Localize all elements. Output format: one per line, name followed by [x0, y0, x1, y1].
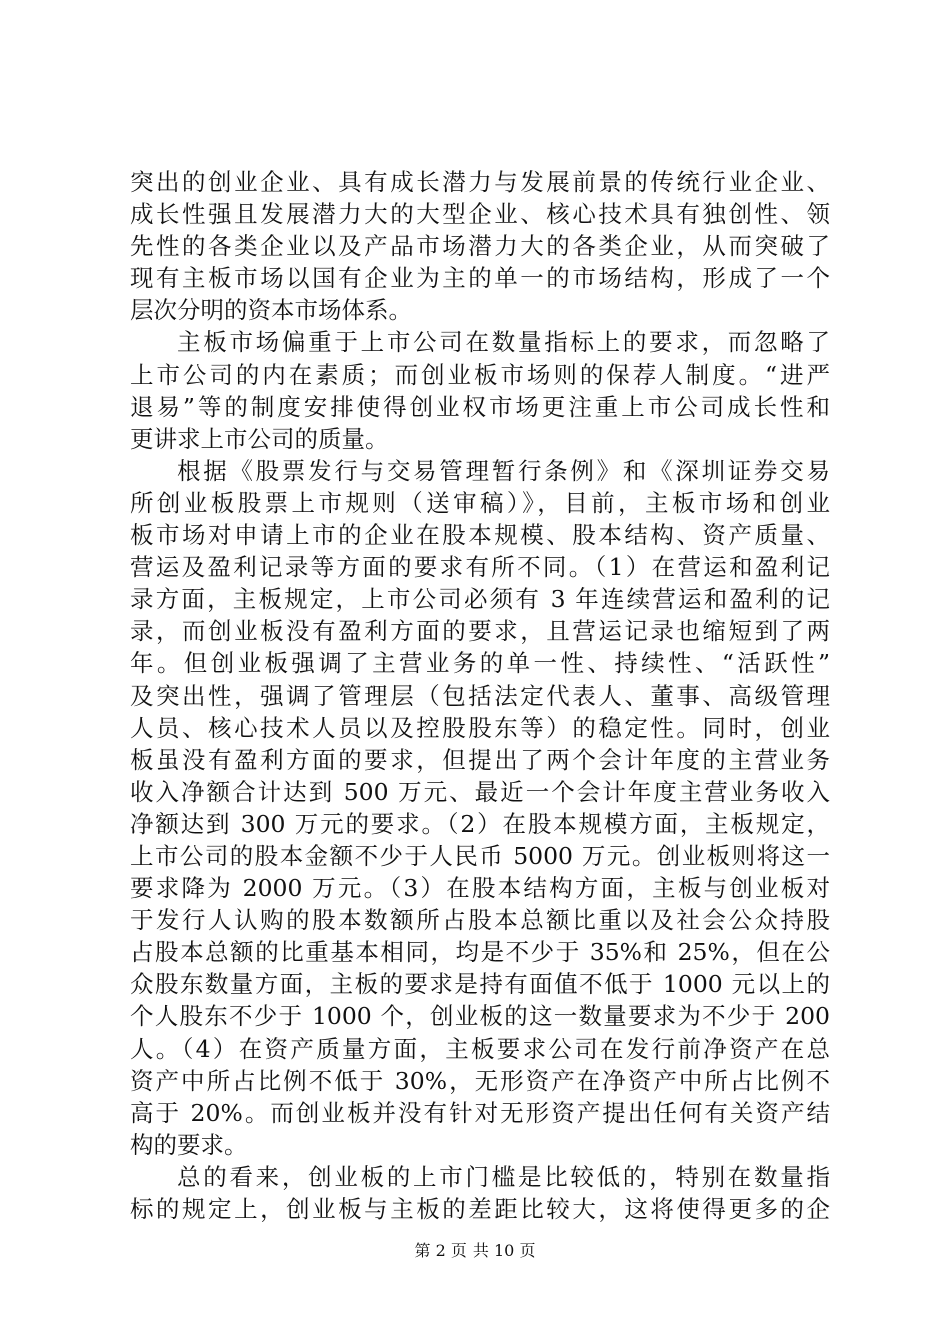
text-line: 人。（4）在资产质量方面，主板要求公司在发行前净资产在总 — [130, 1034, 830, 1063]
text-line: 众股东数量方面，主板的要求是持有面值不低于 1000 元以上的 — [130, 970, 830, 999]
text-line: 先性的各类企业以及产品市场潜力大的各类企业，从而突破了 — [130, 232, 830, 261]
text-line: 成长性强且发展潜力大的大型企业、核心技术具有独创性、领 — [130, 200, 830, 229]
text-line: 收入净额合计达到 500 万元、最近一个会计年度主营业务收入 — [130, 777, 830, 806]
text-line: 标的规定上，创业板与主板的差距比较大，这将使得更多的企 — [130, 1195, 830, 1223]
text-line: 于发行人认购的股本数额所占股本总额比重以及社会公众持股 — [130, 906, 830, 935]
text-line: 及突出性，强调了管理层（包括法定代表人、董事、高级管理 — [130, 681, 830, 710]
text-line: 录，而创业板没有盈利方面的要求，且营运记录也缩短到了两 — [130, 617, 830, 646]
paragraph-first-line: 根据《股票发行与交易管理暂行条例》和《深圳证券交易 — [177, 456, 830, 485]
text-line: 板虽没有盈利方面的要求，但提出了两个会计年度的主营业务 — [130, 745, 830, 774]
document-body — [130, 166, 830, 1225]
text-line: 板市场对申请上市的企业在股本规模、股本结构、资产质量、 — [130, 521, 830, 550]
text-line: 录方面，主板规定，上市公司必须有 3 年连续营运和盈利的记 — [130, 585, 830, 614]
text-line: 更讲求上市公司的质量。 — [130, 424, 389, 453]
page-total: 共 10 页 — [472, 1241, 536, 1260]
paragraph-first-line: 主板市场偏重于上市公司在数量指标上的要求，而忽略了 — [177, 328, 830, 357]
text-line: 净额达到 300 万元的要求。（2）在股本规模方面，主板规定， — [130, 809, 830, 838]
text-line: 个人股东不少于 1000 个，创业板的这一数量要求为不少于 200 — [130, 1002, 830, 1031]
text-line: 年。但创业板强调了主营业务的单一性、持续性、“活跃性” — [130, 649, 830, 678]
text-line: 人员、核心技术人员以及控股股东等）的稳定性。同时，创业 — [130, 713, 830, 742]
text-line: 资产中所占比例不低于 30%，无形资产在净资产中所占比例不 — [130, 1066, 830, 1095]
text-line: 现有主板市场以国有企业为主的单一的市场结构，形成了一个 — [130, 264, 830, 293]
text-line: 层次分明的资本市场体系。 — [130, 296, 412, 325]
paragraph-first-line: 总的看来，创业板的上市门槛是比较低的，特别在数量指 — [177, 1162, 830, 1191]
page-number: 第 2 页 — [414, 1241, 467, 1260]
text-line: 构的要求。 — [130, 1130, 248, 1159]
text-line: 突出的创业企业、具有成长潜力与发展前景的传统行业企业、 — [130, 168, 830, 196]
text-line: 上市公司的内在素质；而创业板市场则的保荐人制度。“进严 — [130, 360, 830, 389]
text-line: 占股本总额的比重基本相同，均是不少于 35%和 25%，但在公 — [130, 938, 830, 967]
text-line: 营运及盈利记录等方面的要求有所不同。（1）在营运和盈利记 — [130, 553, 830, 582]
text-line: 上市公司的股本金额不少于人民币 5000 万元。创业板则将这一 — [130, 841, 830, 870]
text-line: 退易”等的制度安排使得创业权市场更注重上市公司成长性和 — [130, 392, 830, 421]
page-footer — [0, 1240, 950, 1262]
text-line: 所创业板股票上市规则（送审稿）》，目前，主板市场和创业 — [130, 488, 830, 517]
text-line: 高于 20%。而创业板并没有针对无形资产提出任何有关资产结 — [130, 1098, 830, 1127]
text-line: 要求降为 2000 万元。（3）在股本结构方面，主板与创业板对 — [130, 874, 830, 903]
